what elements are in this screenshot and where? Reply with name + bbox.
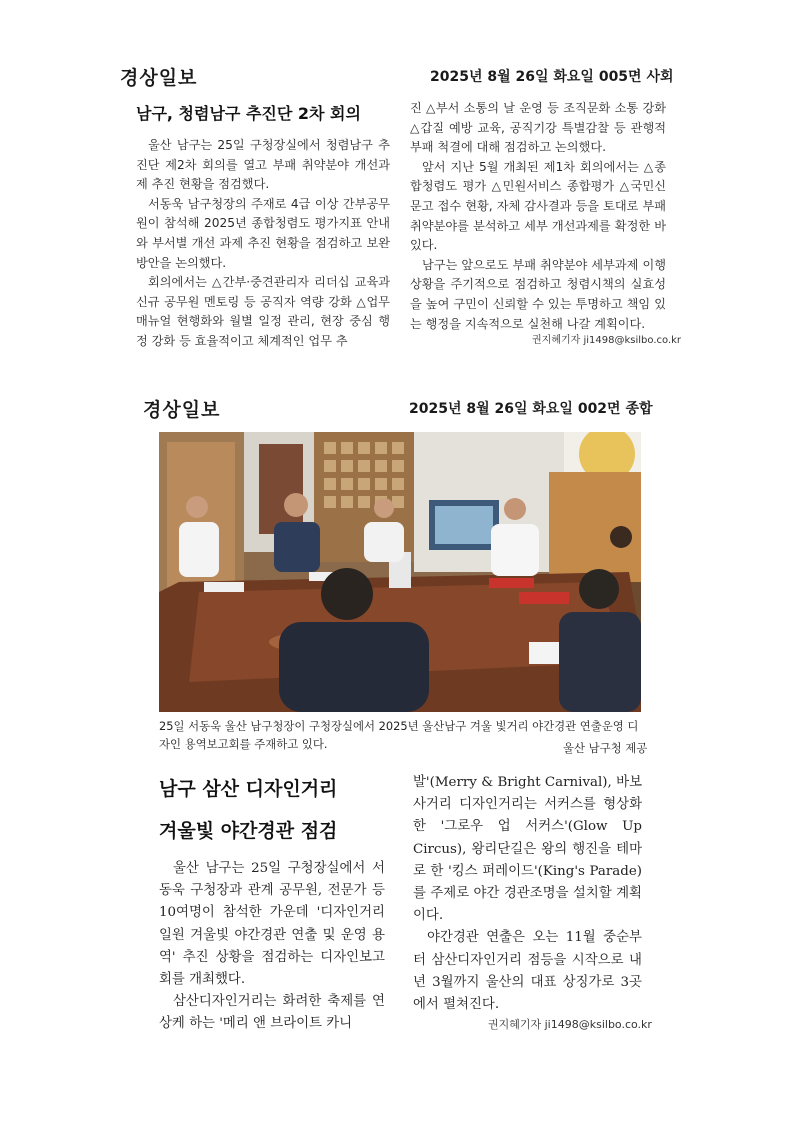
photo-credit: 울산 남구청 제공 (557, 740, 647, 756)
article2-left-column (159, 858, 385, 1036)
article2-paragraph: 발'(Merry & Bright Carnival), 바보사거리 디자인거리는 서커스를 형상화한 '그로우 업 서커스'(Glow Up Circus), 왕리단길은 왕의 행진을 테마로 한 '킹스 퍼레이드'(King's Parade)를 주제로 야간 경관조명을 설치할 계획이다. (413, 775, 642, 924)
article1-paragraph: 앞서 지난 5월 개최된 제1차 회의에서는 △종합청렴도 평가 △민원서비스 종합평가 △국민신문고 접수 현황, 자체 감사결과 등을 토대로 부패 취약분야를 분석하고 세부 개선과제를 확정한 바 있다. (410, 159, 666, 253)
article1-paragraph: 회의에서는 △간부·중견관리자 리더십 교육과 신규 공무원 멘토링 등 공직자 역량 강화 △업무매뉴얼 현행화와 월별 일정 관리, 현장 중심 행정 강화 등 효율적이고 체계적인 업무 추 (136, 275, 390, 348)
article2-paragraph: 야간경관 연출은 오는 11월 중순부터 삼산디자인거리 점등을 시작으로 내년 3월까지 울산의 대표 상징가로 3곳에서 펼쳐진다. (413, 930, 642, 1013)
masthead-2: 경상일보 (143, 399, 221, 421)
article1-paragraph: 남구는 앞으로도 부패 취약분야 세부과제 이행 상황을 주기적으로 점검하고 청렴시책의 실효성을 높여 구민이 신뢰할 수 있는 투명하고 책임 있는 행정을 지속적으로 실천해 나갈 계획이다. (410, 257, 666, 331)
article1-headline: 남구, 청렴남구 추진단 2차 회의 (136, 104, 361, 123)
article2-right-column (413, 772, 642, 1016)
article1-paragraph: 진 △부서 소통의 날 운영 등 조직문화 소통 강화 △갑질 예방 교육, 공직기강 특별감찰 등 관행적 부패 척결에 대해 점검하고 논의했다. (410, 101, 666, 155)
article1-byline: 권지혜기자 ji1498@ksilbo.co.kr (528, 331, 681, 346)
article2-paragraph: 삼산디자인거리는 화려한 축제를 연상케 하는 '메리 앤 브라이트 카니 (159, 994, 385, 1032)
dateline-2: 2025년 8월 26일 화요일 002면 종합 (409, 401, 653, 417)
article2-byline: 권지혜기자 ji1498@ksilbo.co.kr (488, 1018, 652, 1031)
article1-right-column (410, 99, 666, 334)
dateline-1: 2025년 8월 26일 화요일 005면 사회 (430, 69, 674, 85)
meeting-photo (159, 432, 641, 712)
article2-headline-line2: 겨울빛 야간경관 점검 (159, 820, 338, 842)
photo-caption: 25일 서동욱 울산 남구청장이 구청장실에서 2025년 울산남구 겨울 빛거리 야간경관 연출운영 디자인 용역보고회를 주재하고 있다. (159, 719, 639, 751)
article1-left-column (136, 136, 390, 352)
article1-paragraph: 울산 남구는 25일 구청장실에서 청렴남구 추진단 제2차 회의를 열고 부패 취약분야 개선과제 추진 현황을 점검했다. (136, 138, 390, 192)
article2-paragraph: 울산 남구는 25일 구청장실에서 서동욱 구청장과 관계 공무원, 전문가 등 10여명이 참석한 가운데 '디자인거리 일원 겨울빛 야간경관 연출 및 운영 용역' 추진 상황을 점검하는 디자인보고회를 개최했다. (159, 861, 385, 988)
article2-headline-line1: 남구 삼산 디자인거리 (159, 778, 338, 800)
article1-paragraph: 서동욱 남구청장의 주재로 4급 이상 간부공무원이 참석해 2025년 종합청렴도 평가지표 안내와 부서별 개선 과제 추진 현황을 점검하고 보완 방안을 논의했다. (136, 196, 390, 270)
masthead-1: 경상일보 (120, 67, 198, 89)
